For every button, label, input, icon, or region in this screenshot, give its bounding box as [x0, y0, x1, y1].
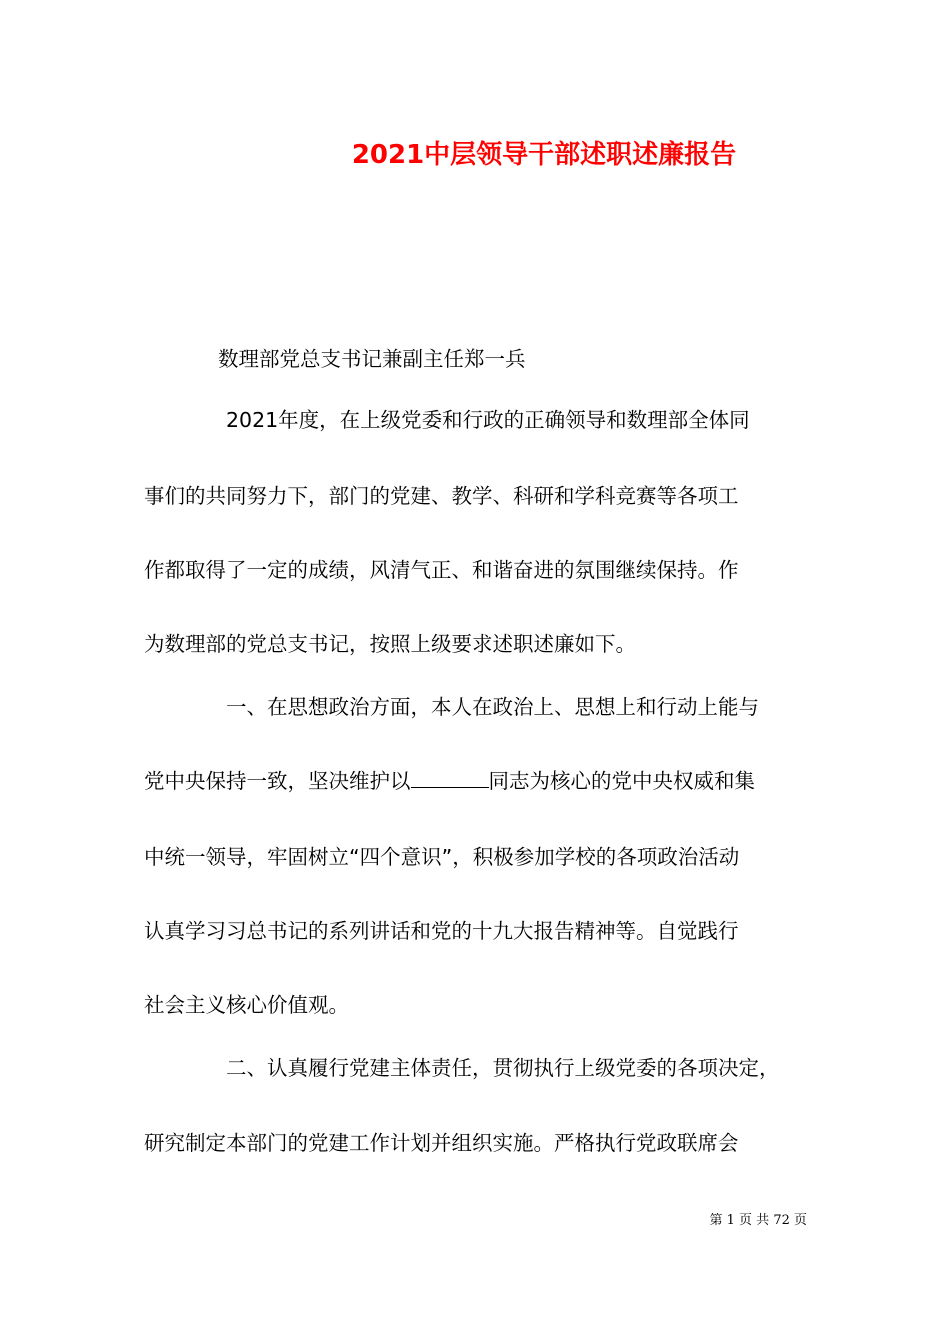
- paragraph-line-9: 社会主义核心价值观。: [144, 993, 349, 1017]
- paragraph-line-7: 中统一领导，牢固树立“四个意识”，积极参加学校的各项政治活动: [144, 845, 740, 869]
- document-title: 2021中层领导干部述职述廉报告: [351, 140, 737, 170]
- blank-underline: [411, 771, 489, 788]
- paragraph-line-6: [144, 767, 755, 795]
- line-6-part-b: 同志为核心的党中央权威和集: [488, 769, 755, 793]
- paragraph-line-4: 为数理部的党总支书记，按照上级要求述职述廉如下。: [144, 632, 636, 656]
- paragraph-line-8: 认真学习习总书记的系列讲话和党的十九大报告精神等。自觉践行: [144, 919, 739, 943]
- paragraph-line-3: 作都取得了一定的成绩，风清气正、和谐奋进的氛围继续保持。作: [144, 558, 739, 582]
- paragraph-line-2: 事们的共同努力下，部门的党建、教学、科研和学科竞赛等各项工: [144, 484, 739, 508]
- line-6-part-a: 党中央保持一致，坚决维护以: [144, 769, 411, 793]
- page-number: 第 1 页 共 72 页: [709, 1213, 807, 1228]
- author-line: 数理部党总支书记兼副主任郑一兵: [218, 347, 526, 371]
- paragraph-line-1: 2021年度，在上级党委和行政的正确领导和数理部全体同: [226, 408, 750, 432]
- paragraph-line-11: 研究制定本部门的党建工作计划并组织实施。严格执行党政联席会: [144, 1131, 739, 1155]
- paragraph-line-5: 一、在思想政治方面，本人在政治上、思想上和行动上能与: [226, 695, 759, 719]
- paragraph-line-10: 二、认真履行党建主体责任，贯彻执行上级党委的各项决定，: [226, 1056, 780, 1080]
